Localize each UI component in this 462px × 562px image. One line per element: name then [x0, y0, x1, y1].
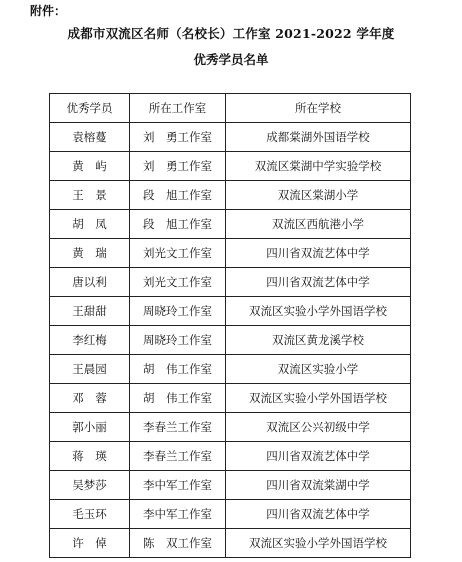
- school-name: 四川省双流艺体中学: [226, 442, 411, 471]
- table-row: [50, 471, 411, 500]
- table-header-row: [50, 94, 411, 123]
- studio-name: 陈 双工作室: [130, 529, 226, 558]
- school-name: 双流区黄龙溪学校: [226, 326, 411, 355]
- document-title: 成都市双流区名师（名校长）工作室 2021-2022 学年度: [67, 26, 395, 41]
- table-row: [50, 442, 411, 471]
- table-row: [50, 355, 411, 384]
- studio-name: 刘 勇工作室: [130, 123, 226, 152]
- column-header-school: 所在学校: [226, 94, 411, 123]
- student-name: 唐以利: [50, 268, 130, 297]
- school-name: 双流区公兴初级中学: [226, 413, 411, 442]
- column-header-studio: 所在工作室: [130, 94, 226, 123]
- studio-name: 刘 勇工作室: [130, 152, 226, 181]
- school-name: 四川省双流艺体中学: [226, 268, 411, 297]
- student-name: 邓 蓉: [50, 384, 130, 413]
- document-subtitle: 优秀学员名单: [193, 52, 269, 67]
- studio-name: 李春兰工作室: [130, 413, 226, 442]
- student-name: 王甜甜: [50, 297, 130, 326]
- studio-name: 李春兰工作室: [130, 442, 226, 471]
- table-row: [50, 210, 411, 239]
- table-row: [50, 326, 411, 355]
- student-name: 蒋 瑛: [50, 442, 130, 471]
- student-name: 许 倬: [50, 529, 130, 558]
- studio-name: 李中军工作室: [130, 500, 226, 529]
- table-row: [50, 123, 411, 152]
- studio-name: 刘光文工作室: [130, 239, 226, 268]
- student-name: 胡 凤: [50, 210, 130, 239]
- studio-name: 刘光文工作室: [130, 268, 226, 297]
- student-name: 王晨园: [50, 355, 130, 384]
- school-name: 双流区实验小学外国语学校: [226, 529, 411, 558]
- school-name: 四川省双流艺体中学: [226, 500, 411, 529]
- table-row: [50, 413, 411, 442]
- school-name: 双流区实验小学外国语学校: [226, 297, 411, 326]
- student-name: 吴梦莎: [50, 471, 130, 500]
- table-row: [50, 529, 411, 558]
- student-name: 王 景: [50, 181, 130, 210]
- studio-name: 李中军工作室: [130, 471, 226, 500]
- student-name: 李红梅: [50, 326, 130, 355]
- school-name: 四川省双流艺体中学: [226, 239, 411, 268]
- school-name: 双流区棠湖中学实验学校: [226, 152, 411, 181]
- table-row: [50, 239, 411, 268]
- school-name: 双流区西航港小学: [226, 210, 411, 239]
- school-name: 双流区棠湖小学: [226, 181, 411, 210]
- studio-name: 胡 伟工作室: [130, 355, 226, 384]
- school-name: 双流区实验小学: [226, 355, 411, 384]
- table-row: [50, 500, 411, 529]
- student-name: 郭小丽: [50, 413, 130, 442]
- studio-name: 周晓玲工作室: [130, 326, 226, 355]
- table-row: [50, 152, 411, 181]
- table-row: [50, 384, 411, 413]
- student-name: 袁榕蔓: [50, 123, 130, 152]
- school-name: 四川省双流棠湖中学: [226, 471, 411, 500]
- table-row: [50, 268, 411, 297]
- student-name: 黄 瑞: [50, 239, 130, 268]
- studio-name: 段 旭工作室: [130, 181, 226, 210]
- student-name: 毛玉环: [50, 500, 130, 529]
- school-name: 双流区实验小学外国语学校: [226, 384, 411, 413]
- attachment-label: 附件：: [30, 4, 67, 18]
- table-row: [50, 181, 411, 210]
- studio-name: 段 旭工作室: [130, 210, 226, 239]
- studio-name: 胡 伟工作室: [130, 384, 226, 413]
- table-row: [50, 297, 411, 326]
- studio-name: 周晓玲工作室: [130, 297, 226, 326]
- student-name: 黄 屿: [50, 152, 130, 181]
- column-header-student: 优秀学员: [50, 94, 130, 123]
- honor-roster-table: [49, 93, 411, 558]
- school-name: 成都棠湖外国语学校: [226, 123, 411, 152]
